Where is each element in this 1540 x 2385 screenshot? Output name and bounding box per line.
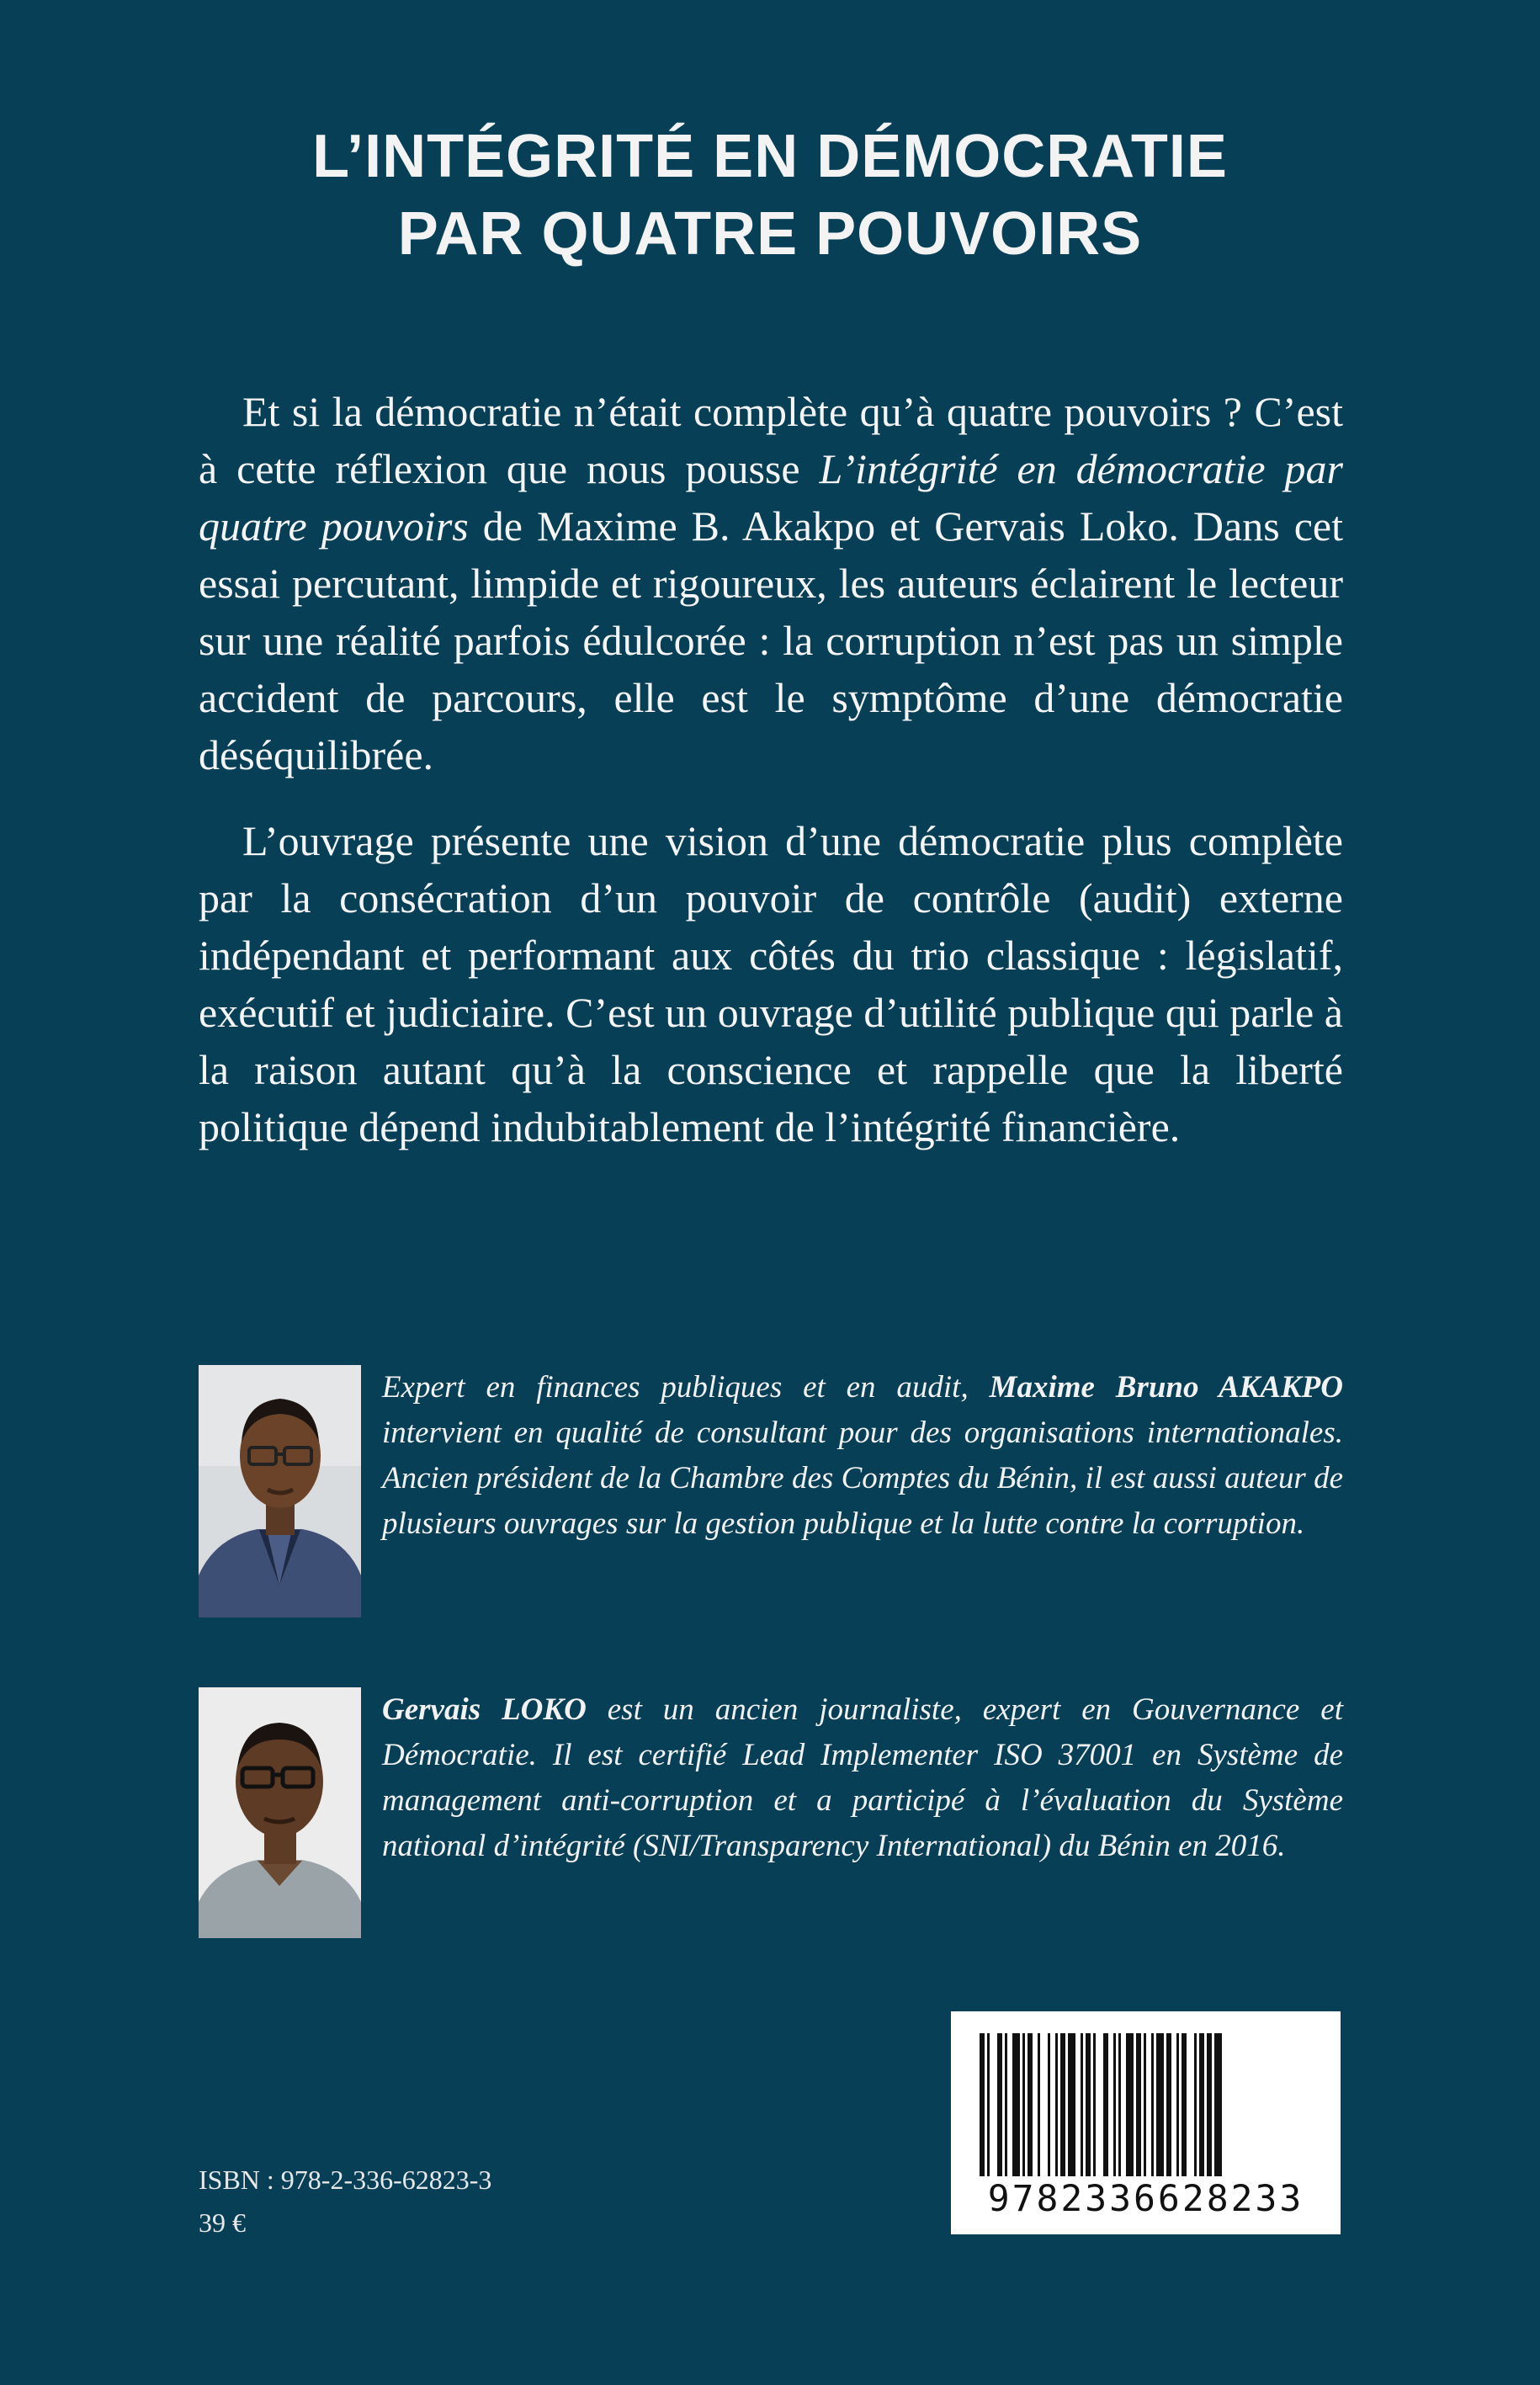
barcode-number: 9782336628233 bbox=[987, 2178, 1304, 2220]
author-name-akakpo: Maxime Bruno AKAKPO bbox=[989, 1370, 1344, 1405]
title-line-1: L’INTÉGRITÉ EN DÉMOCRATIE bbox=[312, 123, 1228, 190]
barcode bbox=[951, 2011, 1341, 2234]
author-photo-loko bbox=[199, 1687, 361, 1938]
summary-paragraph-2 bbox=[199, 812, 1343, 1155]
bio1-post: intervient en qualité de consultant pour des organisations internationales. Ancien président de la Chambre des Comptes du Bénin, il est aussi auteur de plusieurs ouvrages sur la gestion publique et la lutte contre la corruption. bbox=[382, 1416, 1343, 1541]
author-bio-akakpo bbox=[382, 1365, 1343, 1547]
isbn-text: ISBN : 978-2-336-62823-3 bbox=[199, 2165, 492, 2195]
author-bio-loko bbox=[382, 1687, 1343, 1869]
para1-text-b: de Maxime B. Akakpo et Gervais Loko. Dans cet essai percutant, limpide et rigoureux, les auteurs éclairent le lecteur sur une réalité parfois édulcorée : la corruption n’est pas un simple accident de parcours, elle est le symptôme d’une démocratie déséquilibrée. bbox=[199, 502, 1343, 778]
para2-text: L’ouvrage présente une vision d’une démocratie plus complète par la consécration d’un pouvoir de contrôle (audit) externe indépendant et performant aux côtés du trio classique : législatif, exécutif et judiciaire. C’est un ouvrage d’utilité publique qui parle à la raison autant qu’à la conscience et rappelle que la liberté politique dépend indubitablement de l’intégrité financière. bbox=[199, 817, 1343, 1150]
author-name-loko: Gervais LOKO bbox=[382, 1692, 587, 1727]
author-block-loko bbox=[199, 1687, 1343, 1940]
price-text: 39 € bbox=[199, 2207, 246, 2238]
title-line-2: PAR QUATRE POUVOIRS bbox=[397, 200, 1143, 268]
bio1-pre: Expert en finances publiques et en audit, bbox=[382, 1370, 990, 1405]
para1-text-a: Et si la démocratie n’était complète qu’à quatre pouvoirs ? C’est à cette réflexion que nous pousse bbox=[199, 388, 1343, 492]
author-photo-akakpo bbox=[199, 1365, 361, 1617]
summary-paragraph-1 bbox=[199, 383, 1343, 783]
bio2-post: est un ancien journaliste, expert en Gouvernance et Démocratie. Il est certifié Lead Implementer ISO 37001 en Système de management anti-corruption et a participé à l’évaluation du Système national d’intégrité (SNI/Transparency International) du Bénin en 2016. bbox=[382, 1692, 1343, 1863]
author-block-akakpo bbox=[199, 1365, 1343, 1617]
para1-book-title: L’intégrité en démocratie par quatre pouvoirs bbox=[199, 445, 1343, 550]
book-title bbox=[0, 118, 1540, 273]
